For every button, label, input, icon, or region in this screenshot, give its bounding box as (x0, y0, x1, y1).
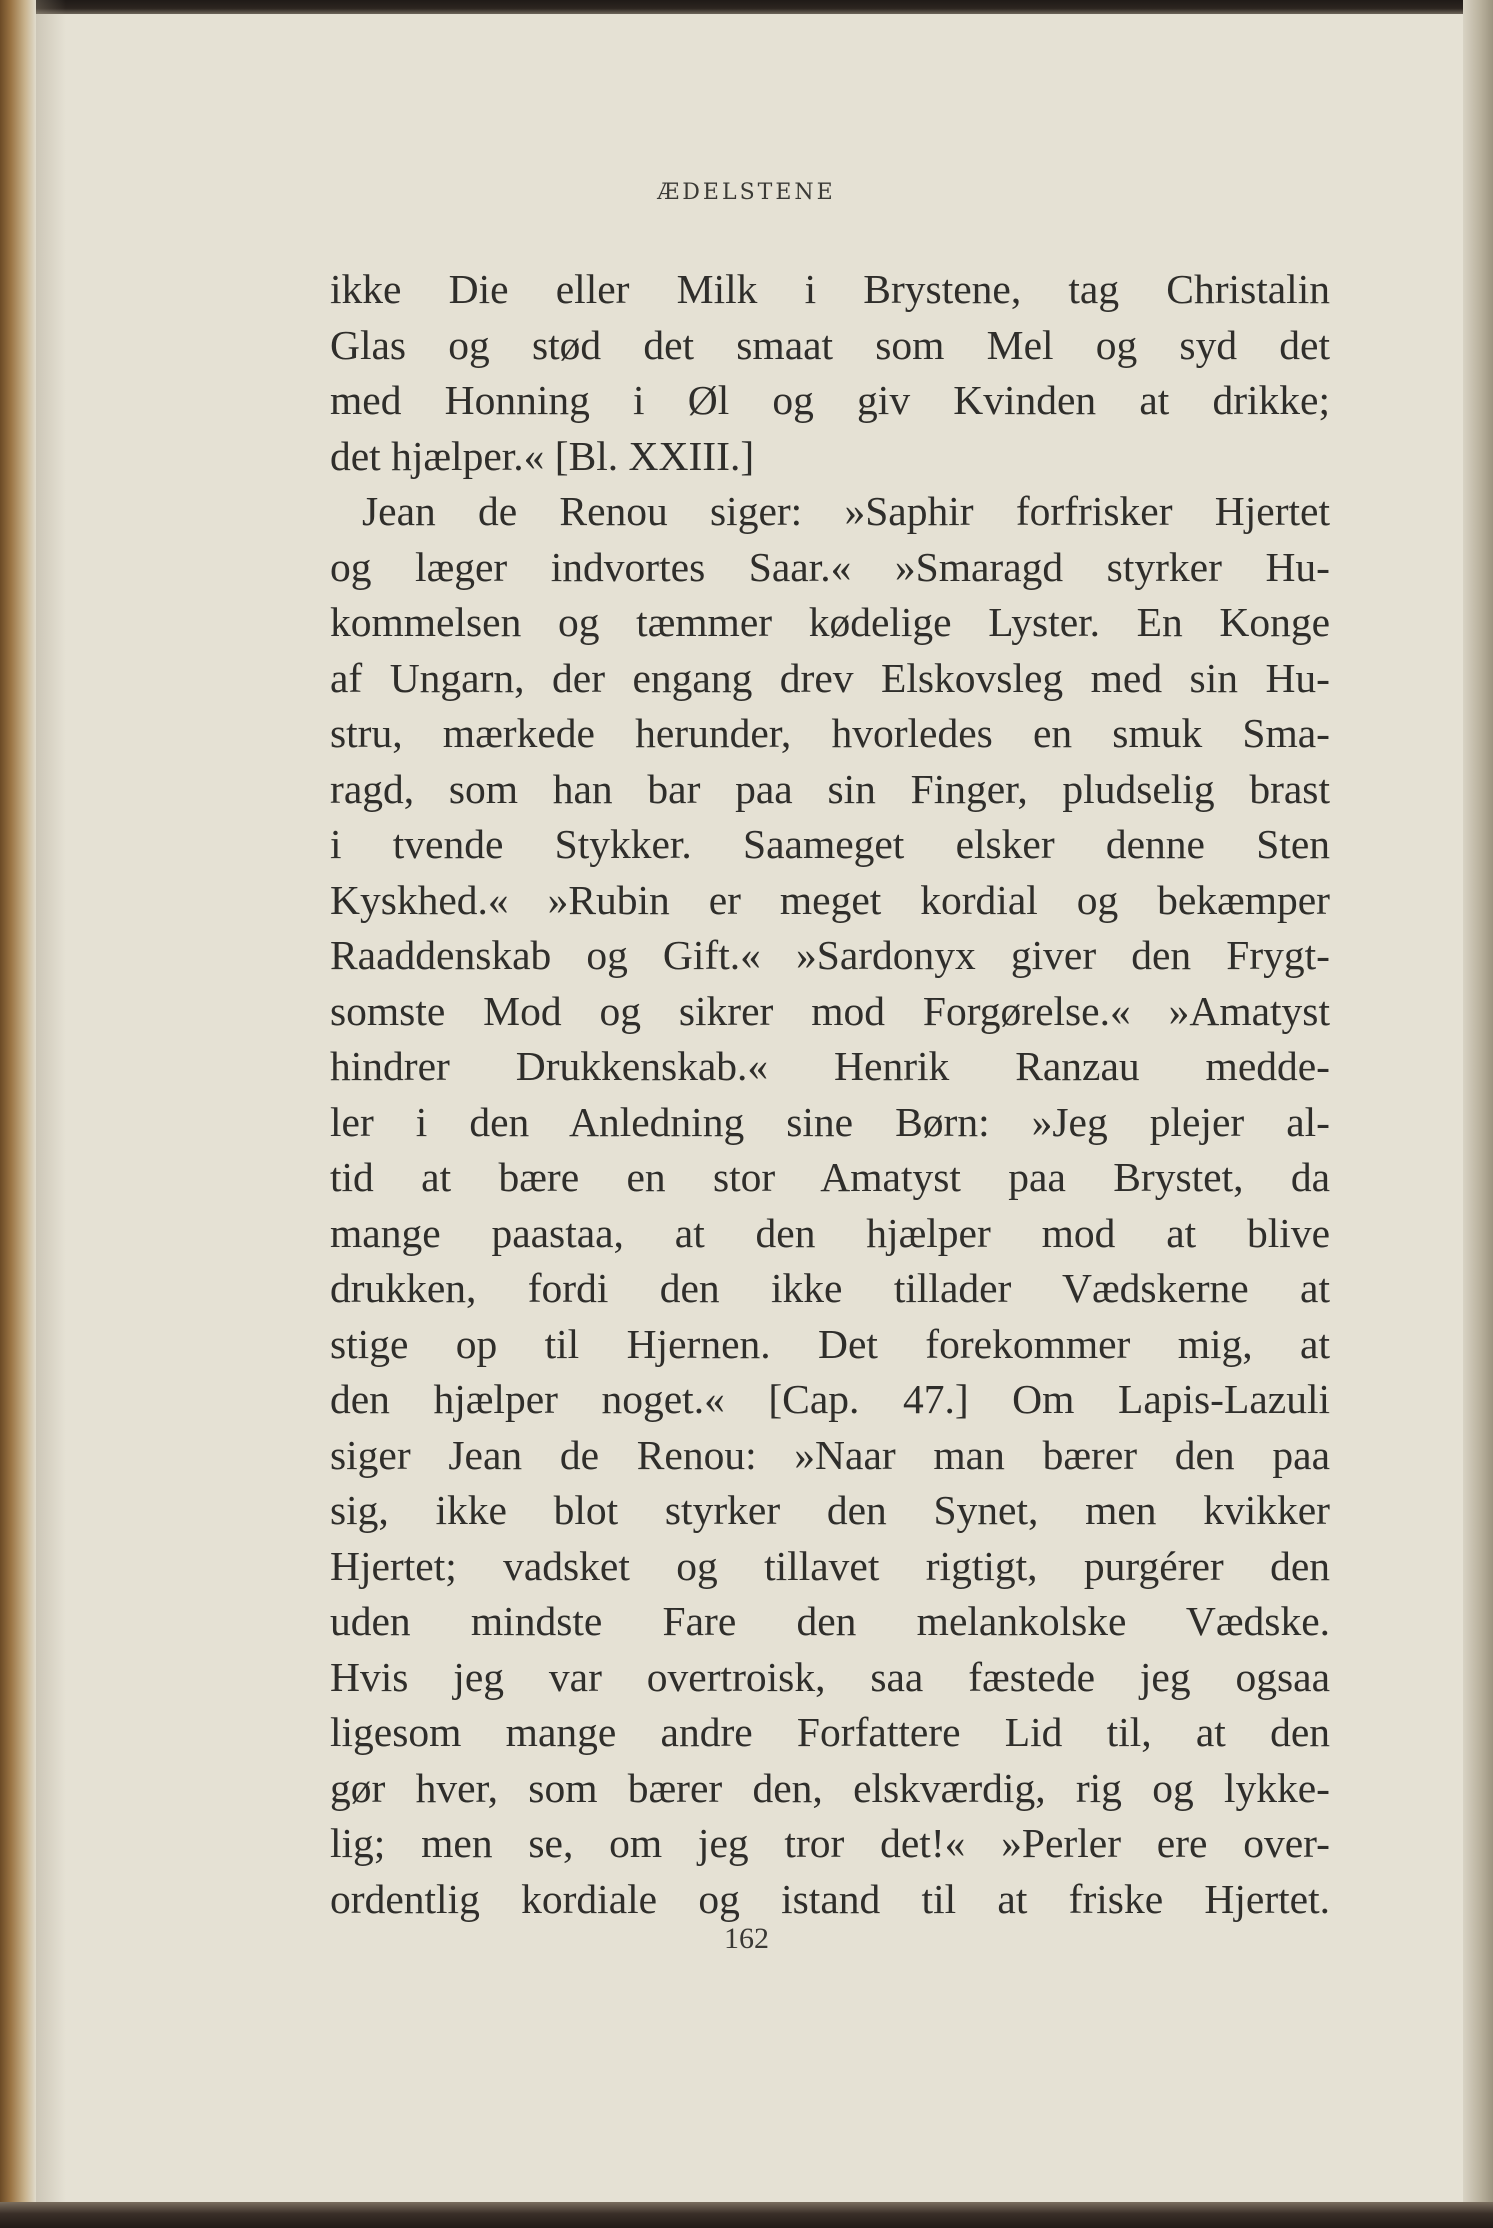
text-line: Glas og stød det smaat som Mel og syd det (330, 321, 1330, 368)
text-line: og læger indvortes Saar.« »Smaragd styrker Hu- (330, 543, 1330, 590)
page-right-edge (1463, 0, 1493, 2228)
text-line: stige op til Hjernen. Det forekommer mig, at (330, 1320, 1330, 1367)
text-line: Hvis jeg var overtroisk, saa fæstede jeg ogsaa (330, 1653, 1330, 1700)
text-line: ikke Die eller Milk i Brystene, tag Christalin (330, 266, 1330, 312)
text-line: stru, mærkede herunder, hvorledes en smuk Sma- (330, 710, 1330, 756)
page-bottom-edge (0, 2202, 1493, 2228)
text-line: sig, ikke blot styrker den Synet, men kvikker (330, 1487, 1330, 1533)
text-line: Kyskhed.« »Rubin er meget kordial og bekæmper (330, 876, 1330, 923)
body-text (330, 262, 1330, 1927)
text-line: i tvende Stykker. Saameget elsker denne Sten (330, 821, 1330, 867)
text-line: Raaddenskab og Gift.« »Sardonyx giver den Frygt- (330, 932, 1330, 978)
running-head: ÆDELSTENE (657, 180, 836, 205)
text-line: gør hver, som bærer den, elskværdig, rig og lykke- (330, 1764, 1330, 1811)
page-number: 162 (724, 1922, 769, 1955)
text-line: kommelsen og tæmmer kødelige Lyster. En Konge (330, 599, 1330, 645)
gutter-shadow (36, 0, 66, 2228)
text-line: siger Jean de Renou: »Naar man bærer den paa (330, 1431, 1330, 1478)
text-line: tid at bære en stor Amatyst paa Brystet, da (330, 1154, 1330, 1200)
text-line: mange paastaa, at den hjælper mod at blive (330, 1209, 1330, 1256)
text-line: somste Mod og sikrer mod Forgørelse.« »Amatyst (330, 987, 1330, 1034)
text-line: det hjælper.« [Bl. XXIII.] (330, 432, 755, 479)
text-line: ligesom mange andre Forfattere Lid til, at den (330, 1709, 1330, 1755)
text-line: Hjertet; vadsket og tillavet rigtigt, purgérer den (330, 1542, 1330, 1589)
text-line: med Honning i Øl og giv Kvinden at drikke; (330, 377, 1330, 423)
text-line: ler i den Anledning sine Børn: »Jeg plejer al- (330, 1098, 1330, 1145)
text-line: Jean de Renou siger: »Saphir forfrisker Hjertet (362, 488, 1330, 534)
text-line: den hjælper noget.« [Cap. 47.] Om Lapis-Lazuli (330, 1376, 1330, 1422)
text-line: ragd, som han bar paa sin Finger, pludselig brast (330, 765, 1330, 812)
text-line: uden mindste Fare den melankolske Vædske. (330, 1598, 1330, 1644)
text-line: drukken, fordi den ikke tillader Vædskerne at (330, 1265, 1330, 1311)
text-line: hindrer Drukkenskab.« Henrik Ranzau medde- (330, 1043, 1330, 1089)
text-line: ordentlig kordiale og istand til at friske Hjertet. (330, 1875, 1330, 1922)
page-top-edge (0, 0, 1493, 14)
text-line: lig; men se, om jeg tror det!« »Perler ere over- (330, 1820, 1330, 1866)
book-spine-edge (0, 0, 36, 2228)
text-line: af Ungarn, der engang drev Elskovsleg med sin Hu- (330, 654, 1330, 701)
